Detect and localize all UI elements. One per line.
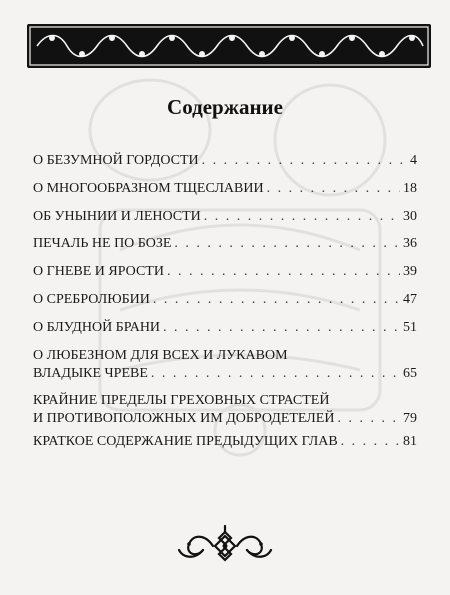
- toc-entry-title-continued: ВЛАДЫКЕ ЧРЕВЕ: [33, 365, 148, 381]
- toc-entry-title: КРАТКОЕ СОДЕРЖАНИЕ ПРЕДЫДУЩИХ ГЛАВ: [33, 433, 338, 449]
- toc-entry[interactable]: [33, 433, 417, 455]
- toc-entry[interactable]: [33, 392, 417, 433]
- toc-entry[interactable]: [33, 319, 417, 347]
- leader-dots: [341, 433, 400, 451]
- toc-entry-title: О ГНЕВЕ И ЯРОСТИ: [33, 264, 164, 280]
- bottom-ornament: [175, 522, 275, 566]
- toc-page-number: 47: [403, 291, 417, 307]
- toc-page-number: 51: [403, 319, 417, 335]
- toc-page-number: 79: [403, 410, 417, 426]
- toc-page-number: 18: [403, 180, 417, 196]
- toc-entry-title: О БЕЗУМНОЙ ГОРДОСТИ: [33, 153, 199, 168]
- toc-entry[interactable]: [33, 208, 417, 236]
- toc-entry[interactable]: [33, 347, 417, 392]
- knot-ornament-icon: [175, 522, 275, 566]
- toc-entry-title: О ЛЮБЕЗНОМ ДЛЯ ВСЕХ И ЛУКАВОМ: [33, 347, 288, 363]
- toc-entry-title: КРАЙНИЕ ПРЕДЕЛЫ ГРЕХОВНЫХ СТРАСТЕЙ: [33, 392, 330, 408]
- toc-page-number: 36: [403, 236, 417, 252]
- toc-page-number: 65: [403, 365, 417, 381]
- toc-entry-title: О БЛУДНОЙ БРАНИ: [33, 319, 161, 335]
- toc-page-number: 4: [410, 153, 417, 168]
- leader-dots: [337, 410, 400, 428]
- leader-dots: [174, 235, 400, 253]
- leader-dots: [267, 180, 400, 198]
- page-title: Содержание: [167, 95, 283, 119]
- table-of-contents: [33, 152, 417, 455]
- toc-page-number: 30: [403, 208, 417, 224]
- vine-ornament-icon: [27, 24, 431, 68]
- toc-entry-title: ПЕЧАЛЬ НЕ ПО БОЗЕ: [33, 236, 172, 252]
- toc-entry[interactable]: [33, 291, 417, 319]
- leader-dots: [167, 263, 400, 281]
- toc-entry[interactable]: [33, 263, 417, 291]
- top-ornament-border: [27, 24, 431, 68]
- toc-entry-title: ОБ УНЫНИИ И ЛЕНОСТИ: [33, 208, 201, 224]
- leader-dots: [204, 208, 400, 226]
- leader-dots: [151, 365, 400, 383]
- toc-entry[interactable]: [33, 235, 417, 263]
- toc-entry[interactable]: [33, 152, 417, 180]
- toc-page-number: 81: [403, 433, 417, 449]
- leader-dots: [153, 291, 400, 309]
- toc-entry-title-continued: И ПРОТИВОПОЛОЖНЫХ ИМ ДОБРОДЕТЕЛЕЙ: [33, 410, 335, 426]
- toc-entry-title: О МНОГООБРАЗНОМ ТЩЕСЛАВИИ: [33, 180, 264, 196]
- toc-entry-title: О СРЕБРОЛЮБИИ: [33, 291, 150, 307]
- toc-entry[interactable]: [33, 180, 417, 208]
- leader-dots: [163, 319, 400, 337]
- leader-dots: [202, 152, 407, 170]
- toc-page-number: 39: [403, 264, 417, 280]
